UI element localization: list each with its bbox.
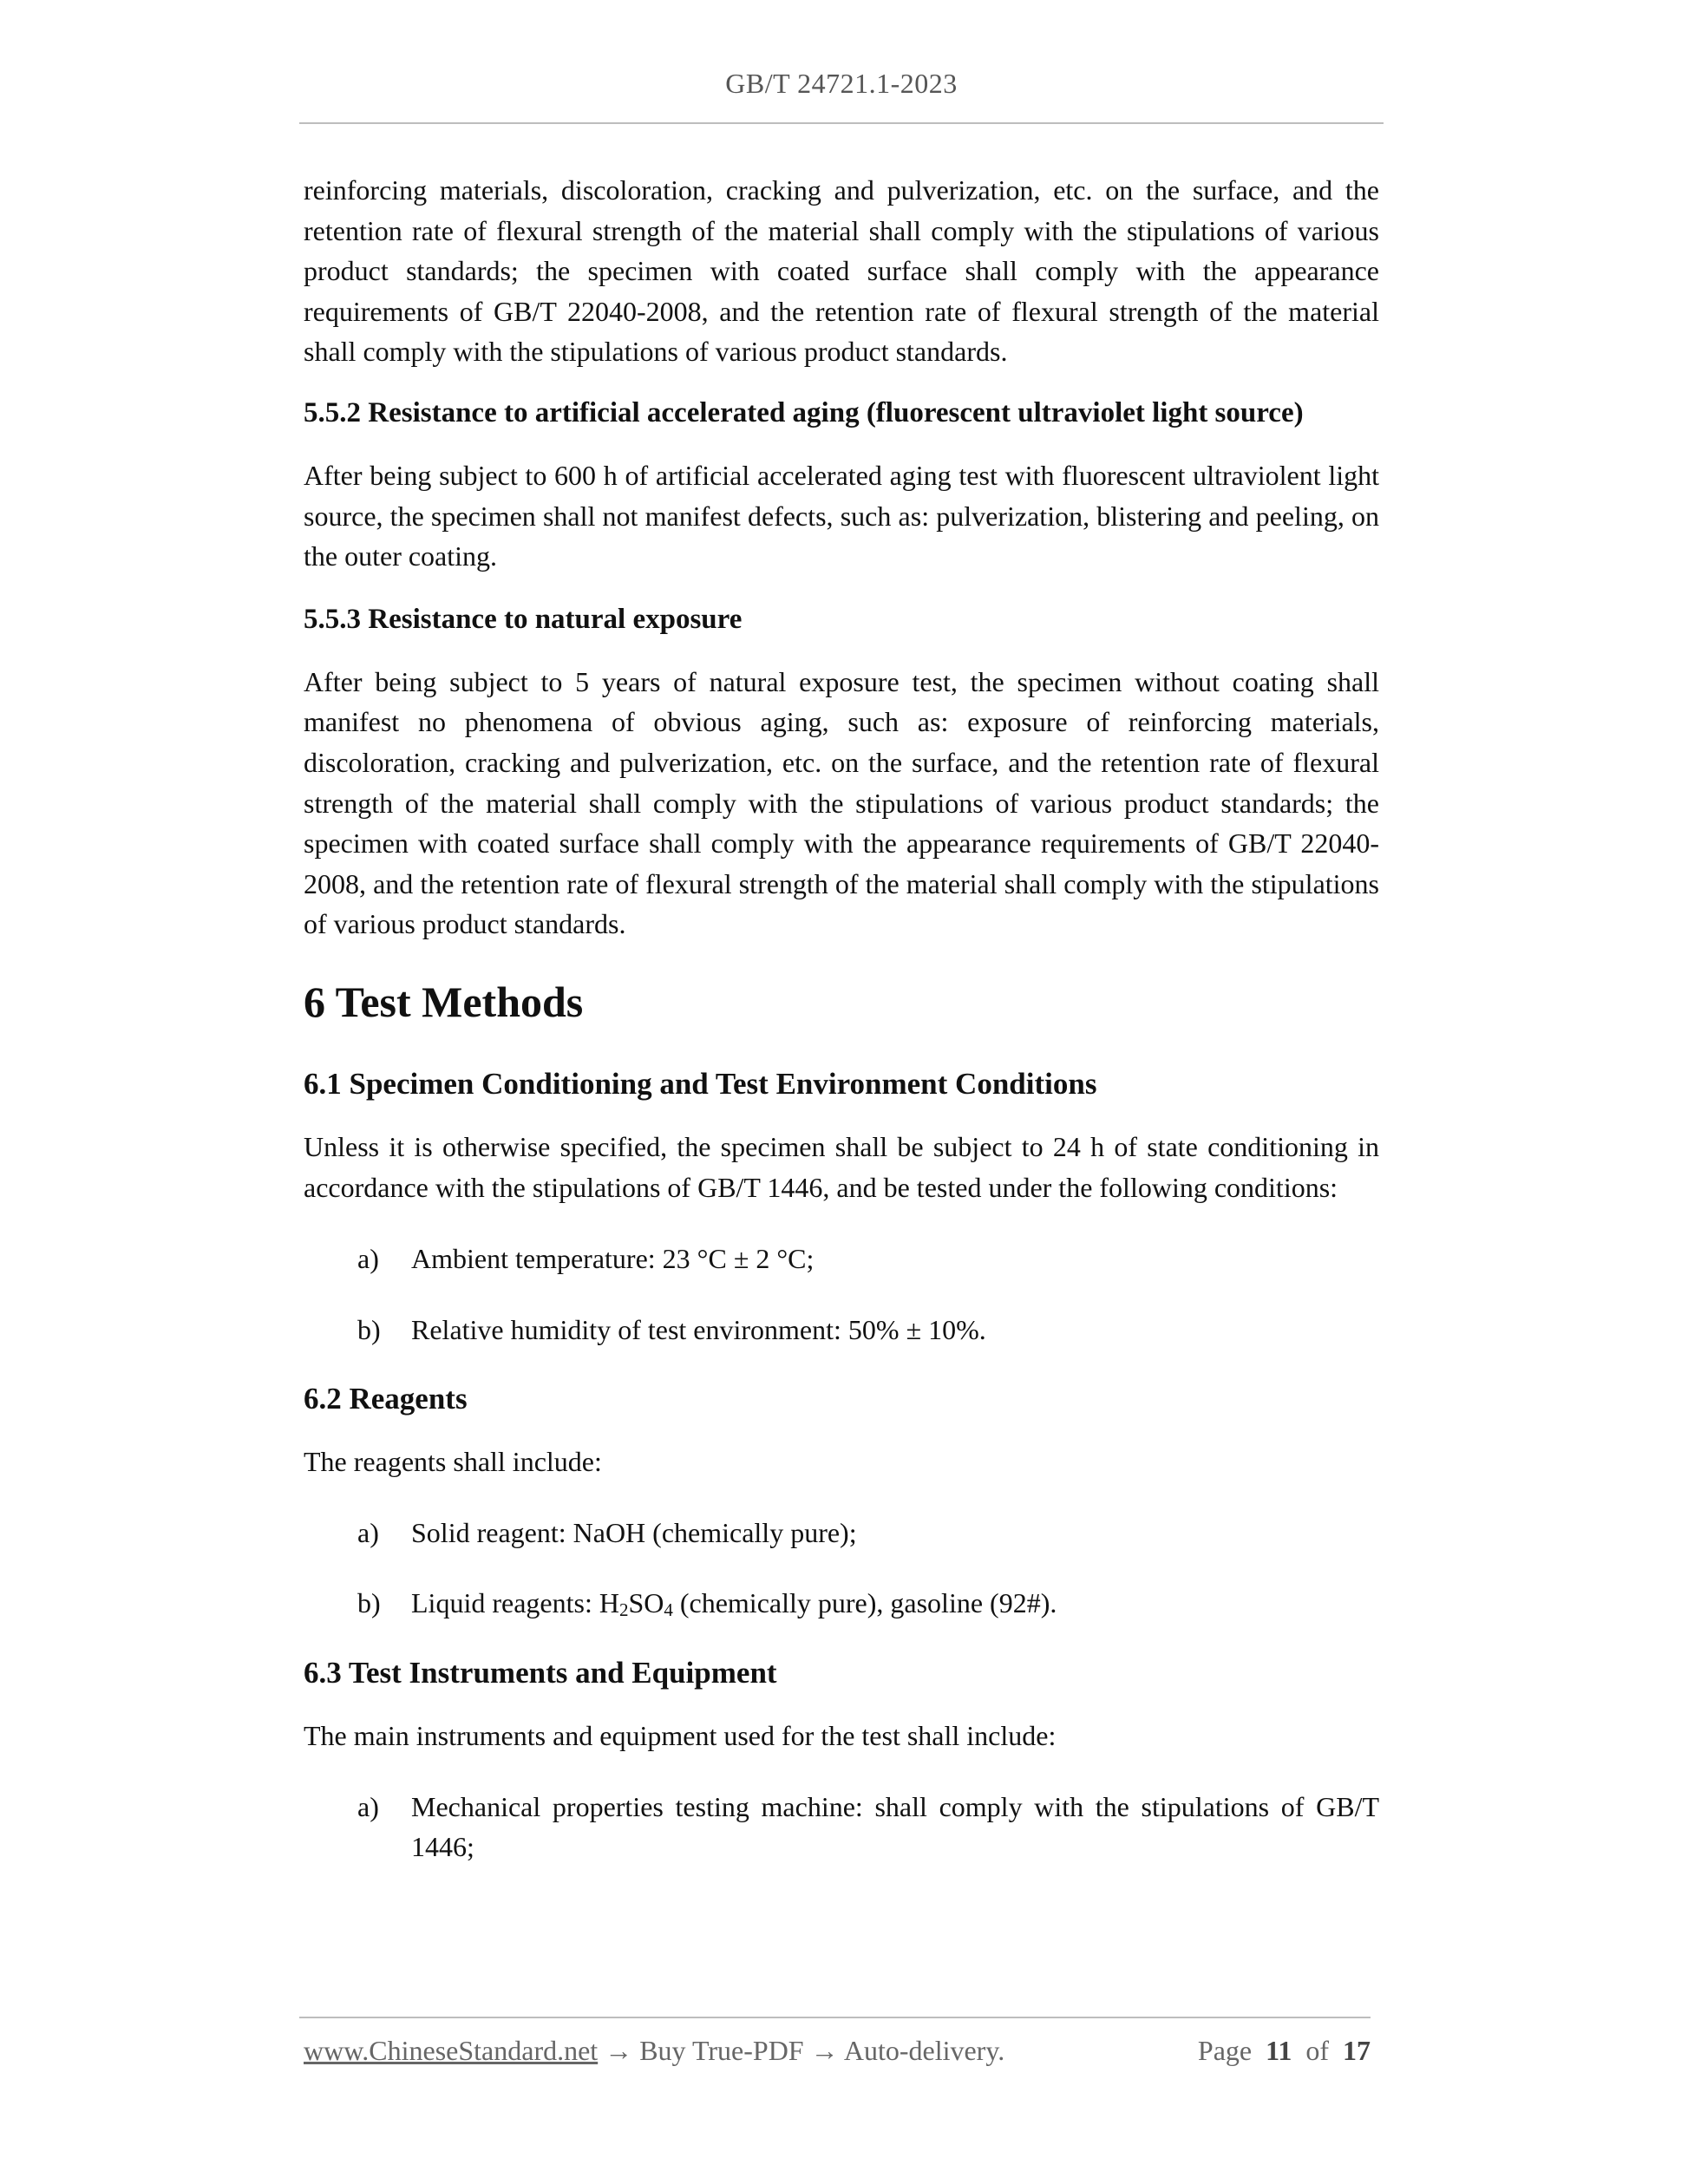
list-text — [411, 1583, 1379, 1624]
buy-pdf-text: Buy True-PDF — [639, 2035, 804, 2066]
paragraph-continued: reinforcing materials, discoloration, cracking and pulverization, etc. on the surface, and the retention rate of flexural strength of the material shall comply with the stipulations of various product standards; the specimen with coated surface shall comply with the appearance requirements of GB/T 22040-2008, and the retention rate of flexural strength of the material shall comply with the stipulations of various product standards. — [304, 174, 1379, 368]
paragraph-6-3: The main instruments and equipment used for the test shall include: — [304, 1720, 1057, 1752]
paragraph-6-2: The reagents shall include: — [304, 1446, 602, 1478]
list-text: Mechanical properties testing machine: shall comply with the stipulations of GB/T 1446; — [411, 1790, 1379, 1863]
heading-5-5-2: 5.5.2 Resistance to artificial accelerated aging (fluorescent ultraviolet light source) — [304, 396, 1304, 428]
list-marker: b) — [357, 1313, 381, 1345]
page-total: 17 — [1343, 2035, 1371, 2066]
list-item — [304, 1239, 1379, 1279]
page-content — [304, 170, 1379, 1867]
list-text: Solid reagent: NaOH (chemically pure); — [411, 1516, 857, 1548]
page-current: 11 — [1266, 2035, 1292, 2066]
formula-text-post: (chemically pure), gasoline (92#). — [672, 1587, 1057, 1619]
paragraph-5-5-3: After being subject to 5 years of natural exposure test, the specimen without coating shall manifest no phenomena of obvious aging, such as: exposure of reinforcing materials, discoloration, cracking and pulverization, etc. on the surface, and the retention rate of flexural strength of the material shall comply with the stipulations of various product standards; the specimen with coated surface shall comply with the appearance requirements of GB/T 22040-2008, and the retention rate of flexural strength of the material shall comply with the stipulations of various product standards. — [304, 665, 1379, 940]
formula-subscript: 2 — [618, 1599, 629, 1621]
auto-delivery-text: Auto-delivery. — [843, 2035, 1005, 2066]
footer-divider — [299, 2017, 1371, 2018]
list-marker: a) — [357, 1516, 379, 1548]
arrow-right-icon: → — [605, 2035, 633, 2066]
page-label: Page — [1197, 2035, 1253, 2066]
page-of: of — [1305, 2035, 1329, 2066]
paragraph-5-5-2: After being subject to 600 h of artificial accelerated aging test with fluorescent ultraviolent light source, the specimen shall not manifest defects, such as: pulverization, blistering and peeling, on the outer coating. — [304, 459, 1379, 572]
list-text: Relative humidity of test environment: 50% ± 10%. — [411, 1313, 986, 1345]
heading-6-1: 6.1 Specimen Conditioning and Test Environment Conditions — [304, 1066, 1097, 1101]
formula-text-pre: Liquid reagents: H — [411, 1587, 619, 1619]
list-marker: a) — [357, 1243, 379, 1275]
list-text: Ambient temperature: 23 °C ± 2 °C; — [411, 1243, 815, 1275]
heading-5-5-3: 5.5.3 Resistance to natural exposure — [304, 603, 743, 635]
list-marker: a) — [357, 1790, 379, 1822]
heading-6-2: 6.2 Reagents — [304, 1382, 468, 1416]
page-number — [1198, 2035, 1371, 2067]
formula-subscript: 4 — [664, 1599, 673, 1621]
paragraph-6-1: Unless it is otherwise specified, the specimen shall be subject to 24 h of state conditioning in accordance with the stipulations of GB/T 1446, and be tested under the following conditions: — [304, 1130, 1379, 1203]
chapter-title-6: 6 Test Methods — [304, 977, 584, 1026]
page-header: GB/T 24721.1-2023 — [725, 68, 958, 99]
heading-6-3: 6.3 Test Instruments and Equipment — [304, 1656, 777, 1690]
list-item — [304, 1513, 1379, 1553]
arrow-right-icon: → — [810, 2035, 839, 2066]
formula-text-mid: SO — [628, 1587, 664, 1619]
header-divider — [299, 122, 1384, 124]
list-item — [304, 1787, 1379, 1867]
list-item — [304, 1583, 1379, 1624]
list-item — [304, 1310, 1379, 1350]
website-link[interactable]: www.ChineseStandard.net — [304, 2035, 599, 2066]
page-footer — [304, 2035, 1371, 2067]
footer-promo — [304, 2035, 1004, 2067]
list-marker: b) — [357, 1587, 381, 1619]
